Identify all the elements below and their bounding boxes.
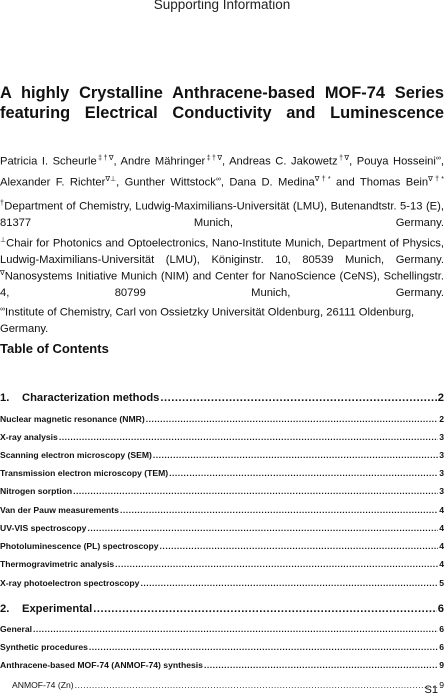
toc-leader-dots <box>169 468 438 478</box>
toc-leader-dots <box>204 660 438 670</box>
toc-entry-number: 2. <box>0 603 10 615</box>
toc-entry-title: Scanning electron microscopy (SEM) <box>0 450 152 460</box>
author-marks: †∇ <box>337 155 350 162</box>
toc-entry-title: Synthetic procedures <box>0 642 88 652</box>
toc-entry-page: 6 <box>439 642 444 652</box>
toc-entry-title: Anthracene-based MOF-74 (ANMOF-74) synthesis <box>0 660 203 670</box>
affiliation-text: Nanosystems Initiative Munich (NIM) and Center for NanoScience (CeNS), Schellingstr. 4, 80799 Munich, Germany. <box>0 270 444 299</box>
toc-entry-page: 4 <box>439 541 444 551</box>
toc-entry-title: X-ray photoelectron spectroscopy <box>0 578 140 588</box>
toc-entry-title: Characterization methods <box>22 392 160 404</box>
toc-entry[interactable] <box>0 559 444 569</box>
toc-entry[interactable] <box>0 414 444 424</box>
toc-entry-label <box>0 660 203 670</box>
toc-entry-title: Nitrogen sorption <box>0 486 73 496</box>
toc-entry-title: Nuclear magnetic resonance (NMR) <box>0 414 145 424</box>
toc-entry-page: 2 <box>437 392 444 404</box>
toc-entry[interactable] <box>0 432 444 442</box>
toc-entry-title: Thermogravimetric analysis <box>0 559 115 569</box>
toc-entry-label <box>0 414 145 424</box>
toc-entry-title: Transmission electron microscopy (TEM) <box>0 468 169 478</box>
toc-entry[interactable] <box>0 680 444 690</box>
author-marks: ∇†* <box>314 175 331 183</box>
toc-entry-page: 3 <box>439 432 444 442</box>
author-name: Alexander F. Richter <box>0 176 106 189</box>
toc-entry-label <box>0 578 139 588</box>
toc-leader-dots <box>160 541 439 551</box>
toc-entry-page: 4 <box>439 505 444 515</box>
toc-entry[interactable] <box>0 468 444 478</box>
toc-entry[interactable] <box>0 486 444 496</box>
toc-entry-label <box>0 541 159 551</box>
author-name: Andre Mähringer <box>120 155 206 168</box>
affiliation-mark: ⊥ <box>0 237 7 244</box>
toc-leader-dots <box>146 414 439 424</box>
page-number: S1 <box>424 684 438 696</box>
toc-entry[interactable] <box>0 578 444 588</box>
toc-entry[interactable] <box>0 523 444 533</box>
toc-leader-dots <box>93 603 437 615</box>
toc-entry-page: 5 <box>439 578 444 588</box>
toc-entry-title: Van der Pauw measurements <box>0 505 119 515</box>
toc-entry-page: 2 <box>439 414 444 424</box>
author-marks: ‡†∇ <box>96 155 114 162</box>
toc-entry-title: ANMOF-74 (Zn) <box>12 680 74 690</box>
toc-entry-page: 9 <box>439 680 444 690</box>
toc-entry[interactable] <box>0 505 444 515</box>
toc-entry-page: 9 <box>439 660 444 670</box>
author-separator: , <box>116 176 125 189</box>
toc-entry[interactable] <box>0 660 444 670</box>
author-separator: , <box>220 176 230 189</box>
author-separator: , <box>440 155 444 168</box>
paper-title: A highly Crystalline Anthracene-based MOF-74 Series featuring Electrical Conductivity and Luminescence <box>0 84 444 122</box>
toc-entry-page: 6 <box>439 624 444 634</box>
toc-entry-label <box>0 642 88 652</box>
toc-entry-number: 1. <box>0 392 10 404</box>
toc-entry-label <box>12 680 74 690</box>
toc-entry-page: 4 <box>439 559 444 569</box>
toc-entry-page: 3 <box>439 468 444 478</box>
toc-heading: Table of Contents <box>0 341 109 356</box>
affiliation-mark: † <box>0 200 5 207</box>
author-name: Andreas C. Jakowetz <box>229 155 338 168</box>
toc-entry[interactable] <box>0 642 444 652</box>
author-marks: ‡†∇ <box>205 155 223 162</box>
author-name: Gunther Wittstock <box>124 176 216 189</box>
toc-entry[interactable] <box>0 392 444 404</box>
author-separator: , <box>113 155 121 168</box>
affiliation-text: Chair for Photonics and Optoelectronics, Nano-Institute Munich, Department of Physics, Ludwig-Maximilians-Universität (LMU), Königinstr. 10, 80539 Munich, Germany. <box>0 237 444 266</box>
author-marks: ∇⊥ <box>105 175 117 183</box>
toc-leader-dots <box>140 578 438 588</box>
affiliation-text: Institute of Chemistry, Carl von Ossietzky Universität Oldenburg, 26111 Oldenburg, Germany. <box>0 306 415 335</box>
author-separator: , <box>222 155 230 168</box>
toc-leader-dots <box>59 432 438 442</box>
toc-entry-label <box>0 624 32 634</box>
author-name: Dana D. Medina <box>229 176 315 189</box>
toc-entry[interactable] <box>0 603 444 615</box>
toc-entry[interactable] <box>0 624 444 634</box>
affiliation-mark: ∞ <box>0 306 5 313</box>
toc-entry-title: UV-VIS spectroscopy <box>0 523 87 533</box>
toc-entry-title: Photoluminescence (PL) spectroscopy <box>0 541 159 551</box>
toc-entry-label <box>0 505 119 515</box>
affiliation-mark: ∇ <box>0 270 5 277</box>
toc-entry-page: 3 <box>439 450 444 460</box>
toc-entry-label <box>0 523 86 533</box>
author-marks: ∞ <box>215 175 221 183</box>
toc-leader-dots <box>160 392 436 404</box>
author-name: Pouya Hosseini <box>356 155 436 168</box>
toc-entry-title: Experimental <box>22 603 93 615</box>
toc-leader-dots <box>120 505 438 515</box>
toc-entry-page: 4 <box>439 523 444 533</box>
toc-leader-dots <box>153 450 438 460</box>
author-separator: and <box>330 176 360 189</box>
toc-entry[interactable] <box>0 541 444 551</box>
toc-entry-page: 6 <box>437 603 444 615</box>
toc-leader-dots <box>89 642 438 652</box>
author-name: Thomas Bein <box>359 176 429 189</box>
toc-leader-dots <box>75 680 439 690</box>
author-marks: ∞ <box>435 155 441 162</box>
author-name: Patricia I. Scheurle <box>0 155 97 168</box>
affiliation-text: Department of Chemistry, Ludwig-Maximilians-Universität (LMU), Butenandtstr. 5-13 (E), 81377 Munich, Germany. <box>0 200 444 229</box>
toc-entry-label <box>0 392 159 404</box>
toc-entry-title: X-ray analysis <box>0 432 58 442</box>
toc-entry-label <box>0 603 92 615</box>
running-header: Supporting Information <box>153 0 291 12</box>
toc-entry[interactable] <box>0 450 444 460</box>
toc-leader-dots <box>73 486 438 496</box>
toc-entry-label <box>0 450 152 460</box>
toc-entry-label <box>0 559 114 569</box>
toc-leader-dots <box>115 559 438 569</box>
toc-entry-label <box>0 486 72 496</box>
toc-entry-page: 3 <box>439 486 444 496</box>
toc-leader-dots <box>33 624 438 634</box>
toc-entry-label <box>0 468 168 478</box>
toc-leader-dots <box>87 523 438 533</box>
author-marks: ∇†* <box>428 175 444 183</box>
toc-entry-title: General <box>0 624 33 634</box>
affiliation <box>0 302 444 337</box>
author-separator: , <box>349 155 357 168</box>
toc-entry-label <box>0 432 58 442</box>
